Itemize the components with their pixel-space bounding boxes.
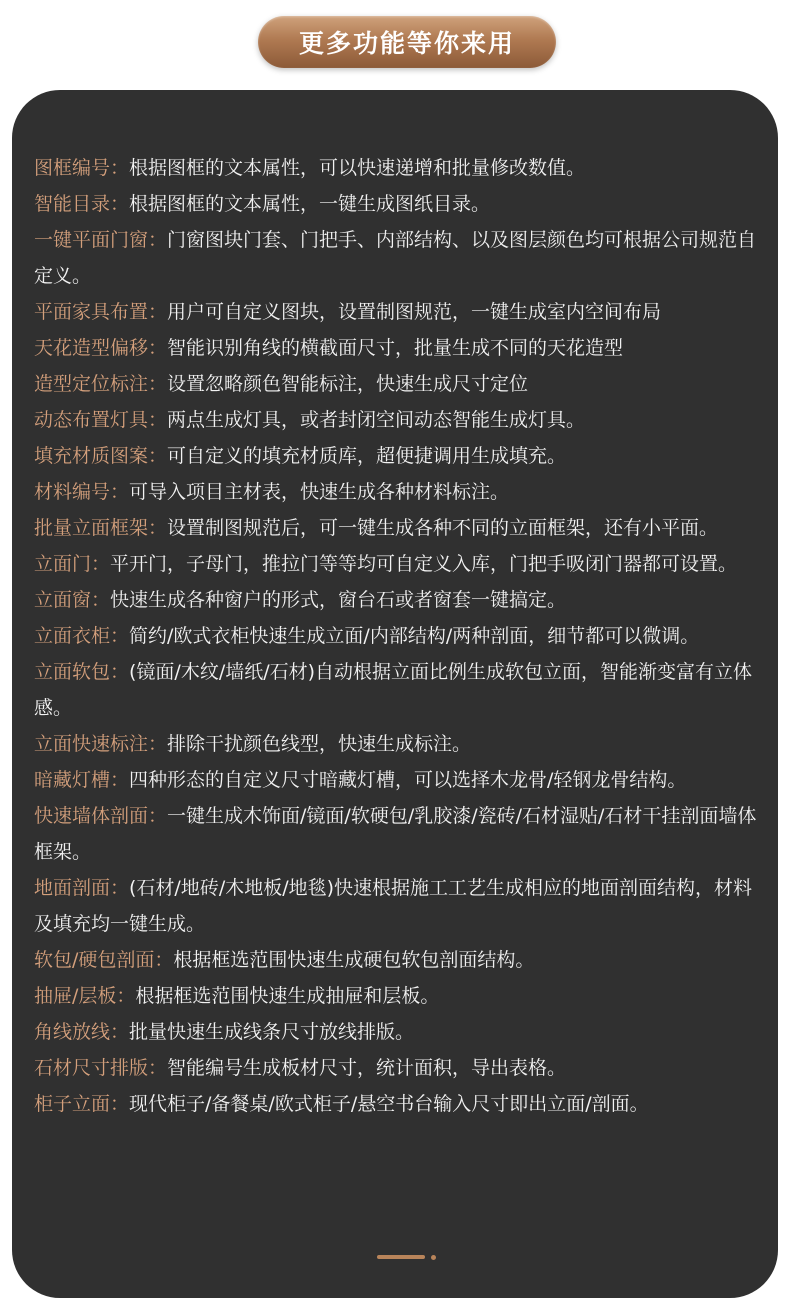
feature-name: 批量立面框架：: [34, 517, 168, 539]
feature-list: [34, 150, 764, 1122]
feature-item: [34, 510, 764, 546]
feature-item: [34, 330, 764, 366]
feature-name: 一键平面门窗：: [34, 229, 168, 251]
feature-item: [34, 726, 764, 762]
feature-name: 动态布置灯具：: [34, 409, 168, 431]
feature-item: [34, 798, 764, 870]
feature-name: 智能目录：: [34, 193, 130, 215]
feature-name: 平面家具布置：: [34, 301, 168, 323]
feature-name: 软包/硬包剖面：: [34, 949, 174, 971]
feature-name: 填充材质图案：: [34, 445, 168, 467]
feature-desc: (镜面/木纹/墙纸/石材)自动根据立面比例生成软包立面，智能渐变富有立体感。: [34, 661, 753, 719]
feature-item: [34, 222, 764, 294]
feature-item: [34, 870, 764, 942]
feature-name: 地面剖面：: [34, 877, 130, 899]
feature-desc: 四种形态的自定义尺寸暗藏灯槽，可以选择木龙骨/轻钢龙骨结构。: [129, 769, 687, 791]
feature-name: 材料编号：: [34, 481, 130, 503]
feature-desc: 根据框选范围快速生成硬包软包剖面结构。: [173, 949, 535, 971]
feature-item: [34, 402, 764, 438]
feature-panel: [12, 90, 778, 1298]
feature-item: [34, 1050, 764, 1086]
scroll-indicator-bar: [377, 1255, 425, 1259]
feature-desc: 一键生成木饰面/镜面/软硬包/乳胶漆/瓷砖/石材湿贴/石材干挂剖面墙体框架。: [34, 805, 757, 863]
feature-item: [34, 762, 764, 798]
feature-desc: 快速生成各种窗户的形式，窗台石或者窗套一键搞定。: [110, 589, 567, 611]
feature-item: [34, 618, 764, 654]
feature-desc: 门窗图块门套、门把手、内部结构、以及图层颜色均可根据公司规范自定义。: [34, 229, 757, 287]
feature-desc: 智能编号生成板材尺寸，统计面积，导出表格。: [167, 1057, 567, 1079]
feature-desc: 平开门，子母门，推拉门等等均可自定义入库，门把手吸闭门器都可设置。: [110, 553, 738, 575]
feature-desc: 用户可自定义图块，设置制图规范，一键生成室内空间布局: [167, 301, 662, 323]
feature-item: [34, 654, 764, 726]
feature-name: 天花造型偏移：: [34, 337, 168, 359]
feature-name: 立面快速标注：: [34, 733, 168, 755]
feature-desc: 根据图框的文本属性，一键生成图纸目录。: [129, 193, 491, 215]
feature-desc: 设置制图规范后，可一键生成各种不同的立面框架，还有小平面。: [167, 517, 719, 539]
feature-desc: 简约/欧式衣柜快速生成立面/内部结构/两种剖面，细节都可以微调。: [129, 625, 700, 647]
feature-desc: 排除干扰颜色线型，快速生成标注。: [167, 733, 472, 755]
feature-desc: 根据框选范围快速生成抽屉和层板。: [135, 985, 440, 1007]
feature-name: 抽屉/层板：: [34, 985, 136, 1007]
feature-item: [34, 582, 764, 618]
feature-name: 暗藏灯槽：: [34, 769, 130, 791]
feature-item: [34, 1014, 764, 1050]
feature-item: [34, 1086, 764, 1122]
feature-desc: (石材/地砖/木地板/地毯)快速根据施工工艺生成相应的地面剖面结构，材料及填充均一键生成。: [34, 877, 753, 935]
feature-name: 石材尺寸排版：: [34, 1057, 168, 1079]
feature-name: 立面衣柜：: [34, 625, 130, 647]
feature-name: 快速墙体剖面：: [34, 805, 168, 827]
page-title: 更多功能等你来用: [298, 29, 515, 58]
feature-name: 角线放线：: [34, 1021, 130, 1043]
feature-item: [34, 150, 764, 186]
feature-item: [34, 294, 764, 330]
feature-name: 柜子立面：: [34, 1093, 130, 1115]
feature-item: [34, 942, 764, 978]
feature-desc: 设置忽略颜色智能标注，快速生成尺寸定位: [167, 373, 529, 395]
feature-desc: 智能识别角线的横截面尺寸，批量生成不同的天花造型: [167, 337, 624, 359]
feature-item: [34, 186, 764, 222]
feature-item: [34, 978, 764, 1014]
feature-item: [34, 438, 764, 474]
feature-name: 立面窗：: [34, 589, 111, 611]
feature-desc: 批量快速生成线条尺寸放线排版。: [129, 1021, 415, 1043]
feature-name: 造型定位标注：: [34, 373, 168, 395]
feature-name: 图框编号：: [34, 157, 130, 179]
feature-item: [34, 546, 764, 582]
feature-desc: 可自定义的填充材质库，超便捷调用生成填充。: [167, 445, 567, 467]
scroll-indicator-dot: [431, 1255, 436, 1260]
scroll-indicator: [377, 1254, 436, 1260]
feature-desc: 两点生成灯具，或者封闭空间动态智能生成灯具。: [167, 409, 586, 431]
feature-name: 立面软包：: [34, 661, 130, 683]
feature-item: [34, 366, 764, 402]
header-pill: [258, 16, 556, 68]
feature-item: [34, 474, 764, 510]
feature-desc: 可导入项目主材表，快速生成各种材料标注。: [129, 481, 510, 503]
feature-desc: 根据图框的文本属性，可以快速递增和批量修改数值。: [129, 157, 586, 179]
feature-name: 立面门：: [34, 553, 111, 575]
feature-desc: 现代柜子/备餐桌/欧式柜子/悬空书台输入尺寸即出立面/剖面。: [129, 1093, 649, 1115]
